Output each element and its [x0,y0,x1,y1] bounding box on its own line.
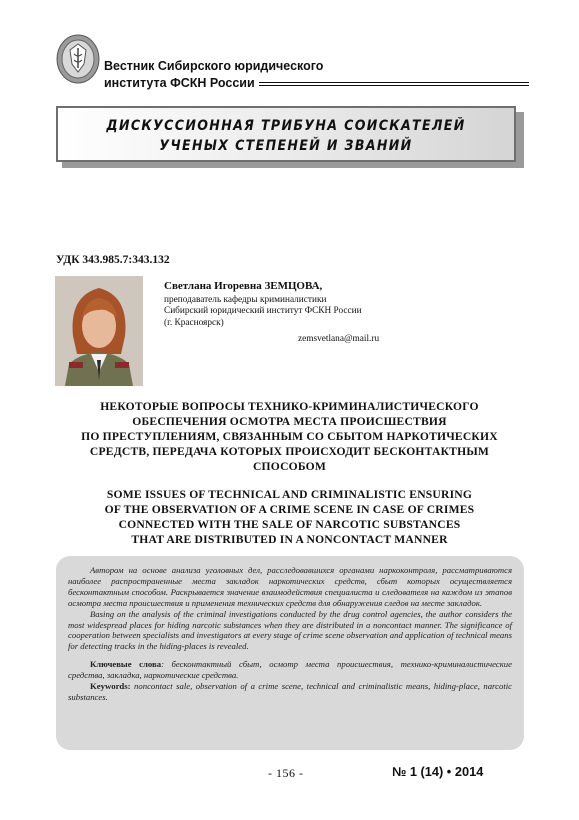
abstract-ru: Автором на основе анализа уголовных дел, расследовавшихся органами наркоконтроля, рассматриваются наиболее распространенные места закладок наркотических средств, сбыт которых осуществляется бесконтактным способом. Раскрывается значение взаимодействия специалиста и следователя на каждом из этапов осмотра места происшествия и применения технических средств для обнаружения следов на месте закладок. [68,565,512,608]
title-ru-line: СПОСОБОМ [252,460,327,473]
title-en-line: CONNECTED WITH THE SALE OF NARCOTIC SUBSTANCES [118,518,461,531]
keywords-ru [68,659,512,681]
section-banner [56,106,516,162]
page-number: - 156 - [268,766,304,780]
author-institution: Сибирский юридический институт ФСКН России [164,306,362,316]
title-ru-line: НЕКОТОРЫЕ ВОПРОСЫ ТЕХНИКО-КРИМИНАЛИСТИЧЕСКОГО [100,400,479,413]
keywords-en-label: Keywords: [90,681,131,692]
title-en-line: THAT ARE DISTRIBUTED IN A NONCONTACT MANNER [131,533,448,546]
abstract-box [56,556,524,750]
author-name: Светлана Игоревна ЗЕМЦОВА, [164,280,323,292]
journal-title-line2: института ФСКН России [104,76,255,90]
udk-code: УДК 343.985.7:343.132 [56,254,170,266]
emblem-icon [56,34,100,84]
author-city: (г. Красноярск) [164,317,224,328]
title-ru-line: ОБЕСПЕЧЕНИЯ ОСМОТРА МЕСТА ПРОИСШЕСТВИЯ [132,415,447,428]
title-ru-line: ПО ПРЕСТУПЛЕНИЯМ, СВЯЗАННЫМ СО СБЫТОМ НАРКОТИЧЕСКИХ [81,430,498,443]
author-photo [55,276,143,386]
journal-title-line2-row [104,75,529,92]
section-banner-line2: УЧЕНЫХ СТЕПЕНЕЙ И ЗВАНИЙ [159,138,413,154]
article-title-en [40,487,539,547]
journal-title [104,58,529,92]
keywords-en [68,681,512,703]
author-portrait-icon [55,276,143,386]
keywords-en-text: noncontact sale, observation of a crime scene, technical and criminalistic means, hiding-place, narcotic substances. [68,681,512,702]
author-info [164,281,424,346]
journal-emblem [56,34,100,84]
keywords-ru-label: Ключевые слова [90,659,162,670]
header-rule [259,82,529,86]
author-email[interactable]: zemsvetlana@mail.ru [298,334,380,344]
section-banner-line1: ДИСКУССИОННАЯ ТРИБУНА СОИСКАТЕЛЕЙ [106,118,466,134]
keywords-ru-text: : бесконтактный сбыт, осмотр места происшествия, технико-криминалистические средства, закладка, наркотические средства. [68,659,512,681]
issue-number: № 1 (14) • 2014 [392,764,484,779]
title-en-line: OF THE OBSERVATION OF A CRIME SCENE IN CASE OF CRIMES [104,503,475,516]
article-title-ru [40,399,539,474]
title-ru-line: СРЕДСТВ, ПЕРЕДАЧА КОТОРЫХ ПРОИСХОДИТ БЕСКОНТАКТНЫМ [89,445,490,458]
title-en-line: SOME ISSUES OF TECHNICAL AND CRIMINALISTIC ENSURING [106,488,473,501]
section-banner-text [81,116,491,156]
author-position: преподаватель кафедры криминалистики [164,294,327,305]
abstract-en: Basing on the analysis of the criminal investigations conducted by the drug control agencies, the author considers the most widespread places for hiding narcotic substances when they are distributed in a noncontact manner. The significance of cooperation between specialists and investigators at every stage of crime scene observation and application of technical means for detecting tracks in the hiding-places is revealed. [68,608,512,652]
journal-title-line1: Вестник Сибирского юридического [104,59,324,73]
